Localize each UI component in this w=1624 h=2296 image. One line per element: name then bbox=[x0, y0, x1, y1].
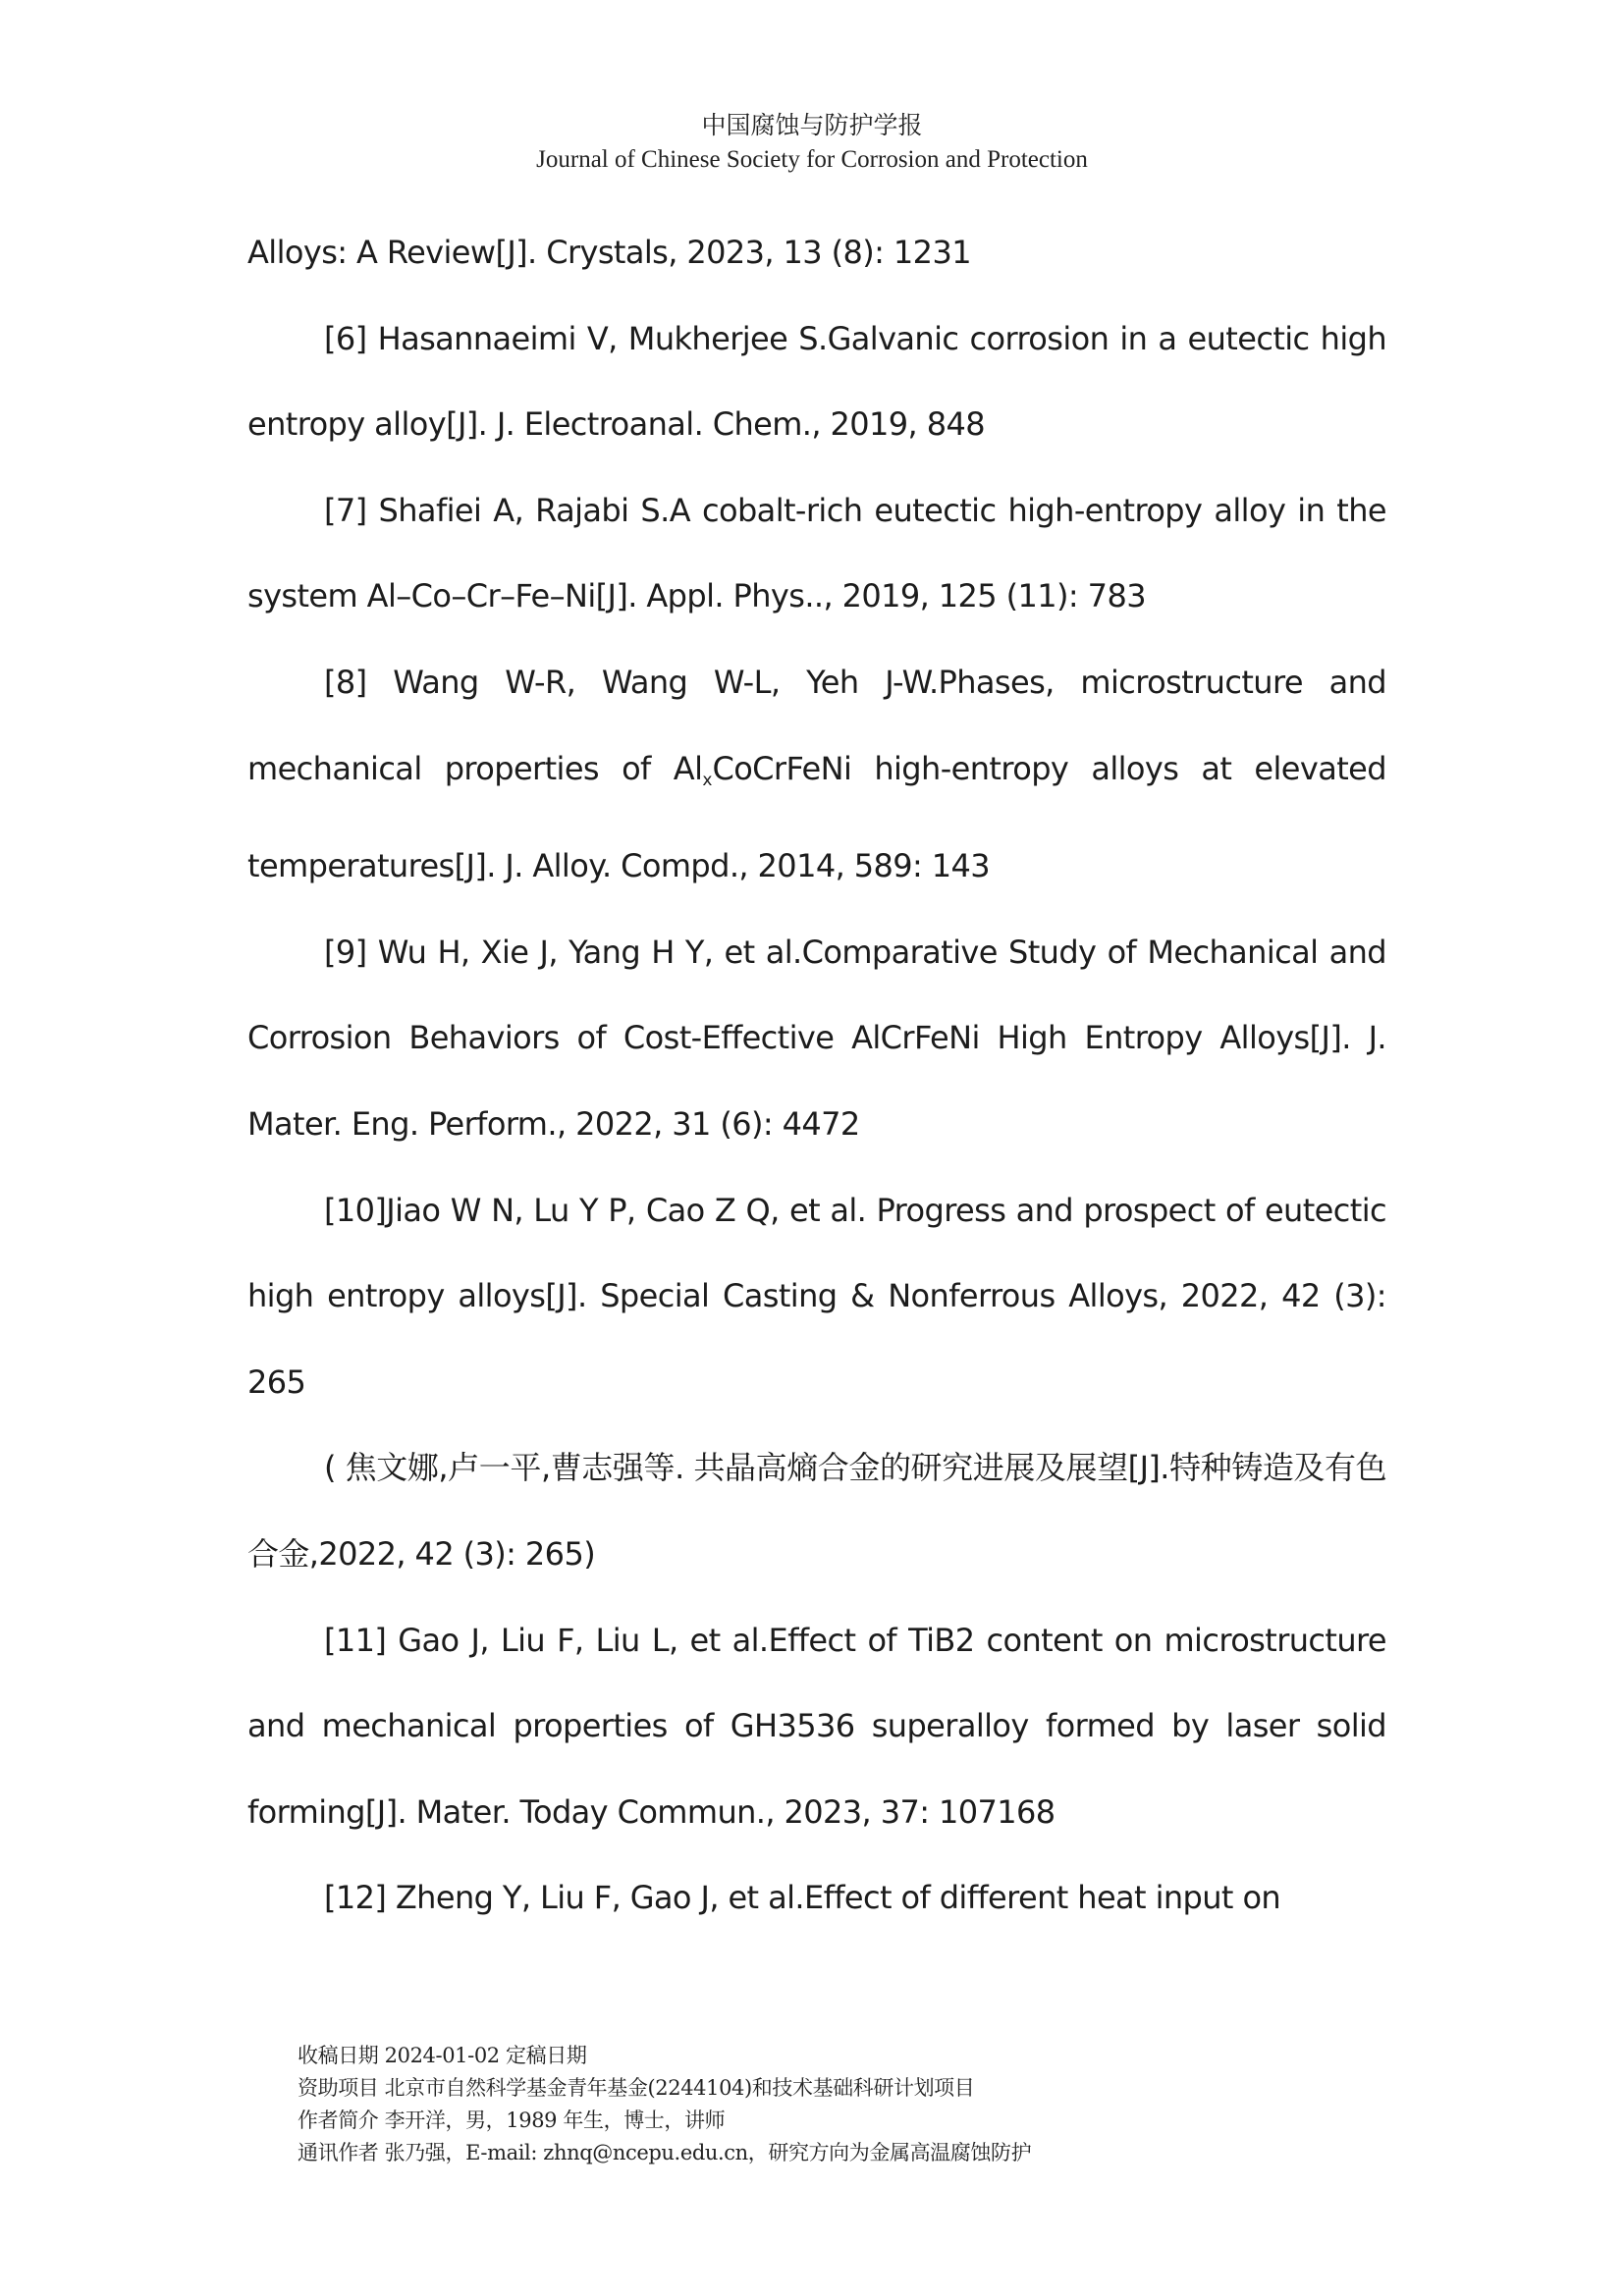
reference-8-text-a: [8] Wang W-R, Wang W-L, Yeh J-W.Phases, microstructure and mechanical properties of Al bbox=[247, 663, 1386, 787]
corresponding-author: 通讯作者 张乃强，E-mail: zhnq@ncepu.edu.cn，研究方向为金属高温腐蚀防护 bbox=[298, 2141, 1032, 2164]
reference-7: [7] Shafiei A, Rajabi S.A cobalt-rich eutectic high-entropy alloy in the system Al–Co–Cr–Fe–Ni[J]. Appl. Phys.., 2019, 125 (11): 783 bbox=[247, 491, 1386, 615]
reference-6: [6] Hasannaeimi V, Mukherjee S.Galvanic corrosion in a eutectic high entropy alloy[J]. J. Electroanal. Chem., 2019, 848 bbox=[247, 319, 1386, 444]
reference-10: [10]Jiao W N, Lu Y P, Cao Z Q, et al. Progress and prospect of eutectic high entropy alloys[J]. Special Casting & Nonferrous Alloys, 2022, 42 (3): 265 bbox=[247, 1191, 1386, 1401]
reference-12: [12] Zheng Y, Liu F, Gao J, et al.Effect of different heat input on bbox=[324, 1879, 1281, 1917]
reference-11: [11] Gao J, Liu F, Liu L, et al.Effect of TiB2 content on microstructure and mechanical properties of GH3536 superalloy formed by laser solid forming[J]. Mater. Today Commun., 2023, 37: 107168 bbox=[247, 1621, 1386, 1831]
reference-10-chinese: ( 焦文娜,卢一平,曹志强等. 共晶高熵合金的研究进展及展望[J].特种铸造及有色合金,2022, 42 (3): 265) bbox=[247, 1449, 1386, 1573]
received-date: 收稿日期 2024-01-02 定稿日期 bbox=[298, 2044, 587, 2067]
funding-note: 资助项目 北京市自然科学基金青年基金(2244104)和技术基础科研计划项目 bbox=[298, 2076, 975, 2100]
reference-8-text-b: CoCrFeNi high-entropy alloys at elevated temperatures[J]. J. Alloy. Compd., 2014, 589: 143 bbox=[247, 749, 1386, 885]
journal-title-en: Journal of Chinese Society for Corrosion and Protection bbox=[536, 146, 1088, 173]
running-header bbox=[0, 110, 1624, 177]
reference-8 bbox=[247, 640, 1386, 910]
journal-title-cn: 中国腐蚀与防护学报 bbox=[701, 113, 923, 139]
author-bio: 作者简介 李开洋，男，1989 年生，博士，讲师 bbox=[298, 2109, 726, 2132]
reference-list bbox=[247, 210, 1386, 1942]
reference-5-continued: Alloys: A Review[J]. Crystals, 2023, 13 (8): 1231 bbox=[247, 234, 971, 271]
article-footnotes bbox=[298, 2040, 1031, 2169]
reference-9: [9] Wu H, Xie J, Yang H Y, et al.Comparative Study of Mechanical and Corrosion Behaviors of Cost-Effective AlCrFeNi High Entropy Alloys[J]. J. Mater. Eng. Perform., 2022, 31 (6): 4472 bbox=[247, 933, 1386, 1143]
reference-8-subscript: x bbox=[702, 770, 713, 790]
